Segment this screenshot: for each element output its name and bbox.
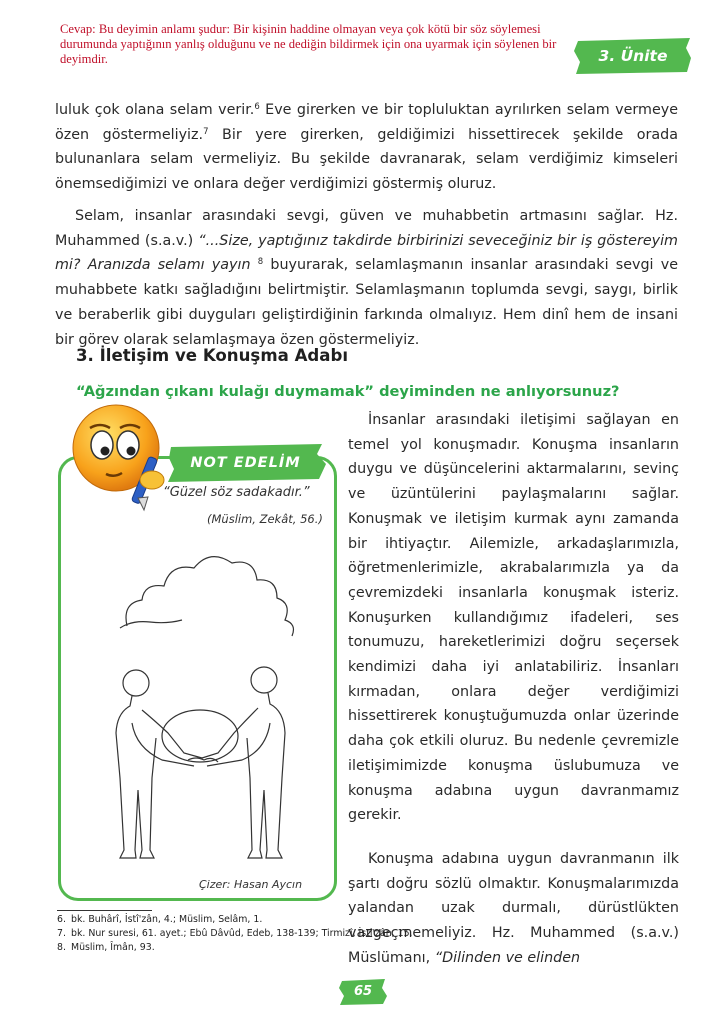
column-paragraph-honesty [348, 847, 679, 971]
discussion-question: “Ağzından çıkanı kulağı duymamak” deyiminden ne anlıyorsunuz? [76, 383, 620, 400]
artist-credit: Çizer: Hasan Aycın [199, 878, 303, 891]
paragraph-greeting [55, 98, 678, 197]
section-heading: 3. İletişim ve Konuşma Adabı [76, 346, 349, 365]
answer-note: Cevap: Bu deyimin anlamı şudur: Bir kişinin haddine olmayan veya çok kötü bir söz söylemesi durumunda yaptığının yanlış olduğunu ve ne dediğin bildirmek için ona uyarmak için söylenen bir deyimdir. [60, 22, 557, 66]
smiley-pen-icon [66, 398, 176, 518]
paragraph1-text-a: luluk çok olana selam verir. [55, 102, 255, 118]
footnote-divider [57, 910, 152, 911]
paragraph-selam [55, 204, 678, 352]
hadith-quote: “...Size, yaptığınız takdirde birbirinizi seveceğiniz bir iş göstereyim mi? Aranızda selamı yayın [55, 232, 678, 274]
two-figures-illustration [92, 528, 312, 878]
footnote-7 [57, 928, 413, 940]
footnote-ref-6: 6 [254, 102, 260, 112]
paragraph2-text-b: buyurarak, selamlaşmanın insanlar arasındaki sevgi ve muhabbete katkı sağladığını belirtmiştir. Selamlaşmanın toplumda sevgi, saygı, birlik ve beraberlik gibi duyguları geliştirdiğinin farkında olmalıyız. Hem dinî hem de insani bir görev olarak selamlaşmaya özen göstermeliyiz. [55, 257, 678, 348]
footnote-ref-7: 7 [203, 126, 209, 137]
footnote-ref-8: 8 [257, 257, 264, 268]
page-number: 65 [353, 984, 373, 999]
footnote-8 [57, 942, 155, 954]
footnote-7-text: bk. Nur suresi, 61. ayet.; Ebû Dâvûd, Edeb, 138-139; Tirmizî, İstî'zân, 15. [71, 928, 413, 939]
footnote-6 [57, 914, 262, 926]
right-column [348, 408, 679, 970]
paragraph1-text-b: Eve girerken ve bir topluluktan ayrılırken selam vermeye özen göstermeliyiz. [55, 102, 678, 143]
footnote-7-number: 7. [57, 928, 66, 939]
footnote-8-number: 8. [57, 942, 66, 953]
paragraph1-text-c: Bir yere girerken, geldiğimizi hissettirecek şekilde orada bulunanlara selam vermeliyiz. Bu şekilde davranarak, selam verdiğimiz kimseleri önemsediğimizi ve onlara değer verdiğimizi göstermiş oluruz. [55, 126, 679, 193]
footnote-6-number: 6. [57, 914, 66, 925]
footnote-8-text: Müslim, Îmân, 93. [71, 942, 155, 953]
note-banner-label: NOT EDELİM [190, 455, 301, 471]
paragraph2-text-a: Selam, insanlar arasındaki sevgi, güven ve muhabbetin artmasını sağlar. Hz. Muhammed (s.a.v.) [55, 208, 678, 249]
unit-badge [574, 38, 692, 74]
column-paragraph2-quote: “Dilinden ve elinden [434, 949, 581, 966]
unit-label: 3. Ünite [598, 47, 668, 65]
column-paragraph-communication: İnsanlar arasındaki iletişimi sağlayan en temel yol konuşmadır. Konuşma insanların duygu ve düşüncelerini aktarmalarını, sevinç ve üzüntülerini paylaşmalarını sağlar. Konuşmak ve iletişim kurmak aynı zamanda bir ihtiyaçtır. Ailemizle, arkadaşlarımızla, öğretmenlerimizle, akrabalarımızla ya da çevremizdeki insanlarla konuşmak isteriz. Konuşurken kullandığımız ifadeleri, ses tonumuzu, hareketlerimizi doğru seçersek kendimizi daha iyi anlatabiliriz. İnsanları kırmadan, onlara değer verdiğimizi hissettirerek konuştuğumuzda onlar üzerinde daha çok etkili oluruz. Bu nedenle çevremizle iletişimimizde konuşma üslubumuza ve konuşma adabına uygun davranmamız gerekir. [348, 412, 679, 824]
column-paragraph2-text: Konuşma adabına uygun davranmanın ilk şartı doğru sözlü olmaktır. Konuşmalarımızda yalandan uzak durmalı, dürüstlükten vazgeçmemeliyiz. Hz. Muhammed (s.a.v.) Müslümanı, [348, 850, 679, 966]
footnote-6-text: bk. Buhârî, İstî'zân, 4.; Müslim, Selâm, 1. [71, 914, 263, 925]
note-quote: “Güzel söz sadakadır.” [163, 485, 310, 500]
note-quote-source: (Müslim, Zekât, 56.) [207, 512, 323, 526]
